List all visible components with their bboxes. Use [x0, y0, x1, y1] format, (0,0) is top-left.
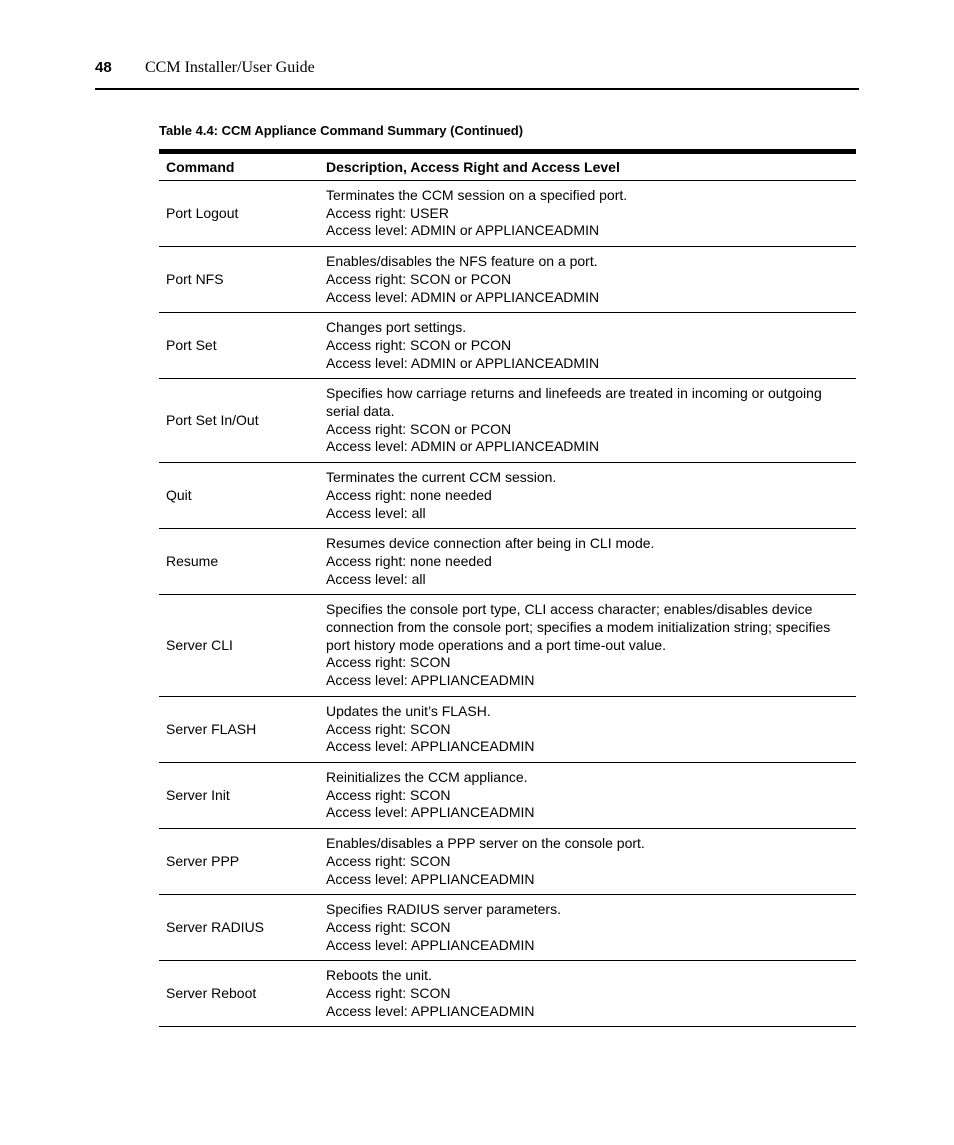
- command-cell: Server Init: [159, 762, 319, 828]
- description-cell: [319, 379, 856, 463]
- description-cell: [319, 762, 856, 828]
- description-line: Access right: none needed: [326, 486, 492, 503]
- command-cell: Resume: [159, 529, 319, 595]
- description-line: Access level: ADMIN or APPLIANCEADMIN: [326, 438, 600, 455]
- description-line: Access right: SCON: [326, 985, 451, 1002]
- description-line: Reboots the unit.: [326, 967, 432, 984]
- description-line: Access level: ADMIN or APPLIANCEADMIN: [326, 354, 600, 371]
- description-line: Access right: SCON: [326, 786, 451, 803]
- description-cell: [319, 313, 856, 379]
- page-header: [95, 58, 859, 90]
- description-cell: [319, 696, 856, 762]
- page-number: 48: [95, 59, 112, 76]
- table-row: [159, 696, 856, 762]
- description-cell: [319, 595, 856, 697]
- description-line: Changes port settings.: [326, 319, 467, 336]
- description-line: Access level: ADMIN or APPLIANCEADMIN: [326, 222, 600, 239]
- command-cell: Port NFS: [159, 247, 319, 313]
- description-line: Access right: none needed: [326, 552, 492, 569]
- description-line: Access level: all: [326, 504, 426, 521]
- column-header-description: Description, Access Right and Access Level: [319, 152, 856, 181]
- table-body: [159, 181, 856, 1027]
- description-line: port history mode operations and a port time-out value.: [326, 636, 667, 653]
- table-row: [159, 379, 856, 463]
- description-cell: [319, 895, 856, 961]
- description-line: Enables/disables a PPP server on the console port.: [326, 835, 645, 852]
- description-cell: [319, 529, 856, 595]
- description-line: Access right: SCON or PCON: [326, 270, 512, 287]
- table-row: [159, 181, 856, 247]
- description-line: Access level: APPLIANCEADMIN: [326, 1002, 535, 1019]
- description-line: Access right: SCON: [326, 720, 451, 737]
- description-line: Terminates the CCM session on a specified port.: [326, 187, 628, 203]
- table-caption: Table 4.4: CCM Appliance Command Summary (Continued): [159, 123, 524, 138]
- description-line: Access level: APPLIANCEADMIN: [326, 672, 535, 689]
- table-row: [159, 313, 856, 379]
- description-line: Access level: all: [326, 570, 426, 587]
- description-line: Resumes device connection after being in CLI mode.: [326, 535, 655, 552]
- description-line: Access right: SCON or PCON: [326, 336, 512, 353]
- command-cell: Port Set In/Out: [159, 379, 319, 463]
- column-header-command: Command: [159, 152, 319, 181]
- command-cell: Port Set: [159, 313, 319, 379]
- table-row: [159, 829, 856, 895]
- command-cell: Server FLASH: [159, 696, 319, 762]
- table-row: [159, 961, 856, 1027]
- description-line: Enables/disables the NFS feature on a port.: [326, 253, 598, 270]
- description-line: Access right: SCON: [326, 918, 451, 935]
- table-row: [159, 762, 856, 828]
- description-line: Access level: ADMIN or APPLIANCEADMIN: [326, 288, 600, 305]
- command-summary-table: [159, 149, 856, 1027]
- command-cell: Quit: [159, 463, 319, 529]
- table-row: [159, 463, 856, 529]
- description-cell: [319, 829, 856, 895]
- table-row: [159, 247, 856, 313]
- description-line: Specifies how carriage returns and linefeeds are treated in incoming or outgoing: [326, 385, 822, 402]
- table-row: [159, 895, 856, 961]
- command-cell: Server CLI: [159, 595, 319, 697]
- description-line: Reinitializes the CCM appliance.: [326, 768, 528, 785]
- description-line: Access right: USER: [326, 204, 449, 221]
- description-cell: [319, 961, 856, 1027]
- description-line: Access right: SCON: [326, 852, 451, 869]
- command-cell: Server RADIUS: [159, 895, 319, 961]
- command-cell: Port Logout: [159, 181, 319, 247]
- description-line: Access level: APPLIANCEADMIN: [326, 804, 535, 821]
- description-line: Access right: SCON or PCON: [326, 420, 512, 437]
- description-line: serial data.: [326, 403, 395, 420]
- description-line: Terminates the current CCM session.: [326, 469, 557, 486]
- running-title: CCM Installer/User Guide: [145, 59, 315, 76]
- description-cell: [319, 463, 856, 529]
- description-line: Access level: APPLIANCEADMIN: [326, 936, 535, 953]
- table-header-row: [159, 152, 856, 181]
- description-line: Updates the unit’s FLASH.: [326, 702, 491, 719]
- table-row: [159, 595, 856, 697]
- description-line: Specifies RADIUS server parameters.: [326, 901, 561, 918]
- description-cell: [319, 181, 856, 247]
- description-line: Access level: APPLIANCEADMIN: [326, 738, 535, 755]
- description-line: Access level: APPLIANCEADMIN: [326, 870, 535, 887]
- command-cell: Server Reboot: [159, 961, 319, 1027]
- command-cell: Server PPP: [159, 829, 319, 895]
- description-cell: [319, 247, 856, 313]
- description-line: Specifies the console port type, CLI access character; enables/disables device: [326, 601, 813, 618]
- description-line: Access right: SCON: [326, 654, 451, 671]
- table-row: [159, 529, 856, 595]
- description-line: connection from the console port; specifies a modem initialization string; specifies: [326, 619, 831, 636]
